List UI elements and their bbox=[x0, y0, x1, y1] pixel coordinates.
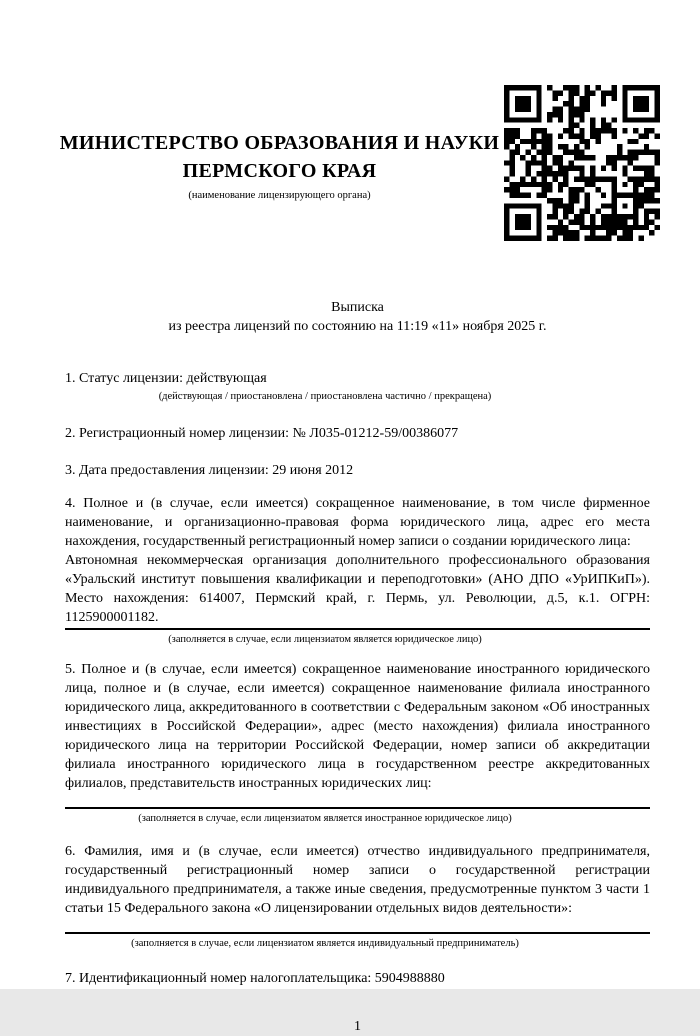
section-taxpayer-id bbox=[65, 969, 650, 988]
license-status-options-note: (действующая / приостановлена / приостановлена частично / прекращена) bbox=[158, 391, 492, 402]
legal-entity-label: 4. Полное и (в случае, если имеется) сокращенное наименование, в том числе фирменное наименование, и организационно-правовая форма юридического лица, адрес его места нахождения, государственный регистрационный номер записи о создании юридического лица: bbox=[65, 496, 650, 549]
license-date-text: 3. Дата предоставления лицензии: 29 июня 2012 bbox=[65, 463, 354, 478]
licensing-authority-block bbox=[0, 85, 504, 201]
section-legal-entity bbox=[65, 494, 650, 646]
ministry-name-line-1: МИНИСТЕРСТВО ОБРАЗОВАНИЯ И НАУКИ bbox=[59, 132, 500, 154]
section-license-status bbox=[65, 369, 650, 403]
legal-entity-note: (заполняется в случае, если лицензиатом является юридическое лицо) bbox=[168, 634, 482, 645]
document-title-line-1: Выписка bbox=[331, 300, 384, 315]
section-registration-number bbox=[65, 424, 650, 443]
ministry-name-line-2: ПЕРМСКОГО КРАЯ bbox=[182, 160, 377, 182]
foreign-entity-label: 5. Полное и (в случае, если имеется) сокращенное наименование иностранного юридического лица, полное и (в случае, если имеется) сокращенное наименование филиала иностранного юридического лица, аккредитованного в соответствии с Федеральным законом «Об иностранных инвестициях в Российской Федерации», адрес (место нахождения) филиала иностранного юридического лица на территории Российской Федерации, номер записи об аккредитации филиала иностранного юридического лица в государственном реестре аккредитованных филиалов, представительств иностранных юридических лиц: bbox=[65, 662, 650, 791]
license-status-text: 1. Статус лицензии: действующая bbox=[65, 371, 267, 386]
qr-code-icon bbox=[504, 85, 660, 241]
fill-in-line bbox=[65, 807, 650, 809]
document-header bbox=[0, 0, 700, 241]
fill-in-line bbox=[65, 932, 650, 934]
section-license-date bbox=[65, 461, 650, 480]
document-title bbox=[65, 298, 650, 336]
individual-entrepreneur-note: (заполняется в случае, если лицензиатом является индивидуальный предприниматель) bbox=[131, 938, 519, 949]
legal-entity-value: Автономная некоммерческая организация дополнительного профессионального образования «Уральский институт повышения квалификации и переподготовки» (АНО ДПО «УрИПКиП»). Место нахождения: 614007, Пермский край, г. Пермь, ул. Революции, д.5, к.1. ОГРН: 1125900001182. bbox=[65, 553, 650, 625]
section-foreign-entity bbox=[65, 660, 650, 825]
section-individual-entrepreneur bbox=[65, 842, 650, 950]
document-title-line-2: из реестра лицензий по состоянию на 11:19 «11» ноября 2025 г. bbox=[168, 319, 547, 334]
licensing-authority-caption: (наименование лицензирующего органа) bbox=[188, 190, 371, 201]
foreign-entity-note: (заполняется в случае, если лицензиатом является иностранное юридическое лицо) bbox=[138, 813, 512, 824]
taxpayer-id-text: 7. Идентификационный номер налогоплательщика: 5904988880 bbox=[65, 971, 445, 986]
registration-number-text: 2. Регистрационный номер лицензии: № Л035-01212-59/00386077 bbox=[65, 426, 459, 441]
document-body bbox=[65, 298, 650, 1036]
individual-entrepreneur-label: 6. Фамилия, имя и (в случае, если имеется) отчество индивидуального предпринимателя, государственный регистрационный номер записи о государственной регистрации индивидуального предпринимателя, а также иные сведения, предусмотренные пунктом 3 части 1 статьи 15 Федерального закона «О лицензировании отдельных видов деятельности»: bbox=[65, 844, 650, 916]
page-number: 1 bbox=[354, 1019, 361, 1034]
fill-in-line bbox=[65, 628, 650, 630]
